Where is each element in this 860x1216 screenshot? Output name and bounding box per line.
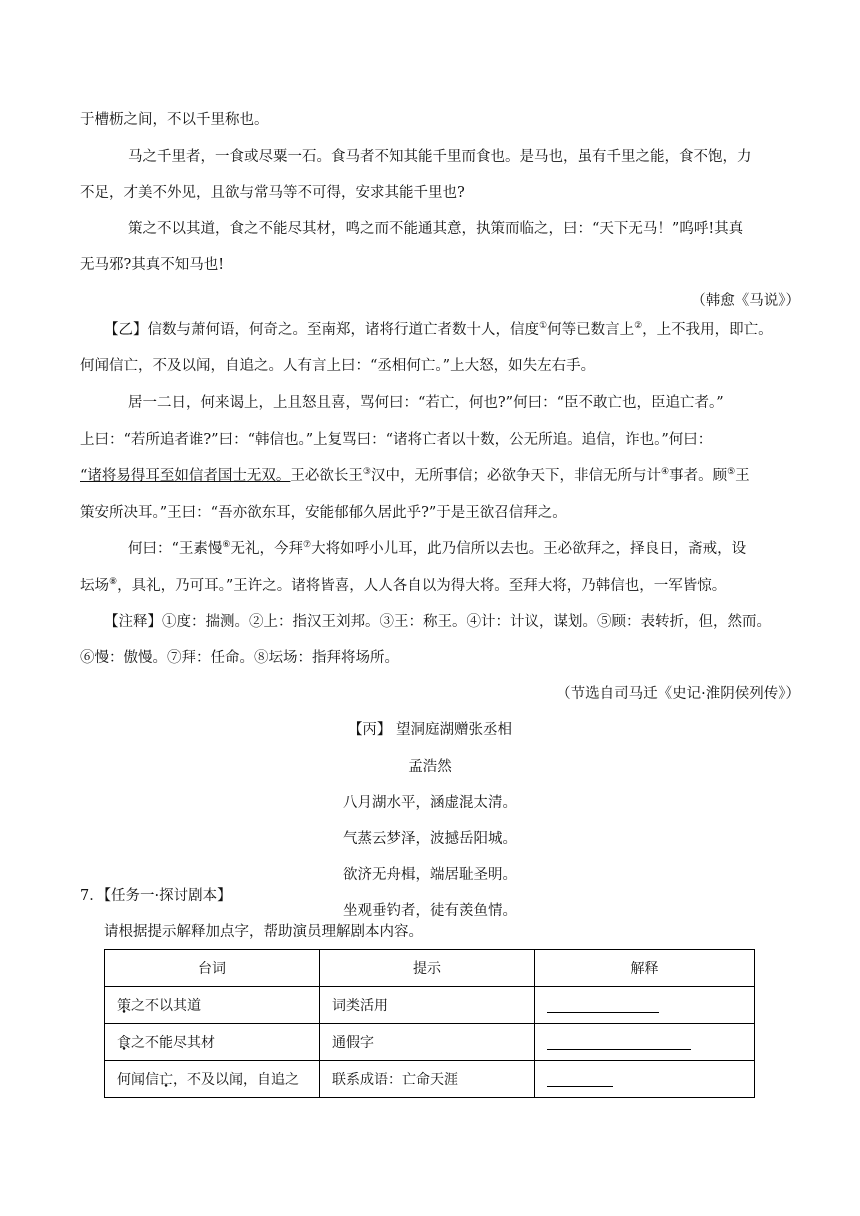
- column-header: 提示: [320, 950, 535, 987]
- column-header: 台词: [105, 950, 320, 987]
- line-cell: 食之不能尽其材: [105, 1024, 320, 1061]
- poem-line: 气蒸云梦泽，波撼岳阳城。: [343, 831, 517, 847]
- line-cell: 何闻信亡，不及以闻，自追之: [105, 1061, 320, 1098]
- table-row: [105, 987, 755, 1024]
- source-citation: （韩愈《马说》）: [691, 293, 800, 309]
- yi-line-4: 上曰：“若所追者谁?”曰：“韩信也。”上复骂曰：“诸将亡者以十数，公无所追。追信，诈也。”何曰：: [80, 432, 713, 448]
- poem-line: 欲济无舟楫，端居耻圣明。: [343, 867, 517, 883]
- yi-line-7: 何曰：“王素慢⑥无礼，今拜⑦大将如呼小儿耳，此乃信所以去也。王必欲拜之，择良日，斋戒，设: [128, 540, 747, 557]
- yi-line-6: 策安所决耳。”王曰：“吾亦欲东耳，安能郁郁久居此乎?”于是王欲召信拜之。: [80, 505, 567, 521]
- line-cell: 策之不以其道: [105, 987, 320, 1024]
- hint-cell: 联系成语：亡命天涯: [320, 1061, 535, 1098]
- dotted-char: 策: [117, 998, 131, 1014]
- yi-line-1: 【乙】信数与萧何语，何奇之。至南郑，诸将行道亡者数十人，信度①何等已数言上②，上不我用，即亡。: [104, 321, 773, 338]
- underlined-sentence: “诸将易得耳至如信者国士无双。: [80, 468, 291, 484]
- column-header: 解释: [535, 950, 755, 987]
- hint-cell: 词类活用: [320, 987, 535, 1024]
- source-citation: （节选自司马迁《史记·淮阴侯列传》）: [556, 686, 800, 702]
- dotted-char: 食: [117, 1035, 131, 1051]
- answer-cell[interactable]: [535, 1024, 755, 1061]
- poem-author: 孟浩然: [408, 759, 452, 775]
- yi-line-8: 坛场⑧，具礼，乃可耳。”王许之。诸将皆喜，人人各自以为得大将。至拜大将，乃韩信也，一军皆惊。: [80, 577, 727, 594]
- text-line: 马之千里者，一食或尽粟一石。食马者不知其能千里而食也。是马也，虽有千里之能，食不饱，力: [128, 149, 752, 165]
- answer-blank[interactable]: [547, 1072, 613, 1087]
- table-row: [105, 1061, 755, 1098]
- poem-title: 【丙】 望洞庭湖赠张丞相: [347, 722, 513, 738]
- yi-line-2: 何闻信亡，不及以闻，自追之。人有言上曰：“丞相何亡。”上大怒，如失左右手。: [80, 358, 596, 374]
- poem-line: 坐观垂钓者，徒有羡鱼情。: [343, 903, 517, 919]
- table-row: [105, 1024, 755, 1061]
- hint-cell: 通假字: [320, 1024, 535, 1061]
- answer-blank[interactable]: [547, 1035, 691, 1050]
- notes-line-2: ⑥慢：傲慢。⑦拜：任命。⑧坛场：指拜将场所。: [80, 650, 399, 666]
- task-instruction: 请根据提示解释加点字，帮助演员理解剧本内容。: [104, 924, 423, 940]
- notes-line-1: 【注释】①度：揣测。②上：指汉王刘邦。③王：称王。④计：计议，谋划。⑤顾：表转折，但，然而。: [104, 614, 771, 630]
- text-line: 不足，才美不外见，且欲与常马等不可得，安求其能千里也?: [80, 185, 465, 201]
- answer-blank[interactable]: [547, 998, 659, 1013]
- text-line: 于槽枥之间，不以千里称也。: [80, 112, 269, 128]
- poem-line: 八月湖水平，涵虚混太清。: [343, 795, 517, 811]
- answer-cell[interactable]: [535, 987, 755, 1024]
- dotted-char: 亡: [159, 1072, 173, 1088]
- text-line: 无马邪?其真不知马也!: [80, 257, 225, 273]
- answer-cell[interactable]: [535, 1061, 755, 1098]
- yi-line-3: 居一二日，何来谒上，上且怒且喜，骂何曰：“若亡，何也?”何曰：“臣不敢亡也，臣追亡者。”: [128, 395, 724, 411]
- yi-line-5: “诸将易得耳至如信者国士无双。王必欲长王③汉中，无所事信；必欲争天下，非信无所与计④事者。顾⑤王: [80, 467, 750, 484]
- task-table: [104, 949, 755, 1098]
- task-heading: 7．【任务一·探讨剧本】: [80, 888, 232, 904]
- table-header-row: [105, 950, 755, 987]
- text-line: 策之不以其道，食之不能尽其材，鸣之而不能通其意，执策而临之，曰：“天下无马！”呜呼!其真: [128, 221, 744, 237]
